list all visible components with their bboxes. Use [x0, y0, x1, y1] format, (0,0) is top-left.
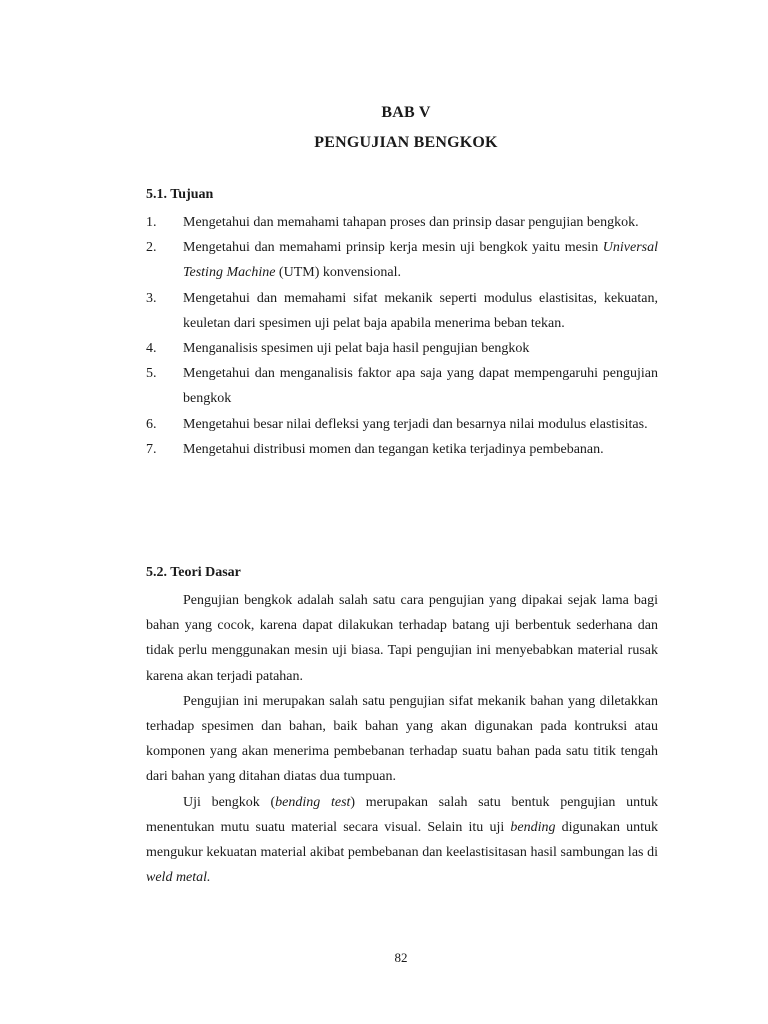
italic-term: bending test	[275, 794, 351, 810]
list-item-number: 4.	[146, 341, 157, 357]
text-segment: ) merupakan salah satu bentuk pengujian untuk menentukan mutu suatu material secara visual. Selain itu uji	[146, 794, 659, 835]
text-segment: (UTM) konvensional.	[275, 265, 402, 281]
paragraph	[146, 790, 658, 891]
list-item	[146, 210, 658, 235]
italic-term: Universal Testing Machine	[183, 240, 658, 281]
list-item-number: 2.	[146, 240, 157, 256]
list-item-text: Mengetahui distribusi momen dan tegangan ketika terjadinya pembebanan.	[183, 441, 604, 457]
section-heading-teori-dasar: 5.2. Teori Dasar	[146, 565, 241, 580]
list-item-number: 3.	[146, 290, 157, 306]
list-item-number: 5.	[146, 366, 157, 382]
list-item	[146, 235, 658, 285]
list-item	[146, 361, 658, 411]
section-heading-tujuan: 5.1. Tujuan	[146, 187, 214, 202]
page-number: 82	[394, 950, 408, 965]
list-item	[146, 412, 658, 437]
paragraph: Pengujian ini merupakan salah satu pengujian sifat mekanik bahan yang diletakkan terhadap spesimen dan bahan, baik bahan yang akan digunakan pada kontruksi atau komponen yang akan menerima pembebanan terhadap suatu bahan pada satu titik tengah dari bahan yang ditahan diatas dua tumpuan.	[146, 693, 658, 785]
theory-body	[146, 588, 658, 890]
list-item	[146, 336, 658, 361]
list-item-text: Mengetahui dan menganalisis faktor apa saja yang dapat mempengaruhi pengujian bengkok	[183, 366, 658, 407]
italic-term: weld metal.	[146, 870, 211, 886]
text-segment: digunakan untuk mengukur kekuatan material akibat pembebanan dan keelastisitasan hasil sambungan las di	[146, 819, 658, 861]
list-item-text: Mengetahui dan memahami tahapan proses dan prinsip dasar pengujian bengkok.	[183, 215, 639, 230]
list-item-number: 1.	[146, 215, 157, 230]
list-item-text: Menganalisis spesimen uji pelat baja hasil pengujian bengkok	[183, 341, 530, 357]
chapter-subtitle: PENGUJIAN BENGKOK	[314, 134, 498, 151]
italic-term: bending	[510, 819, 556, 835]
chapter-title: BAB V	[381, 104, 431, 121]
list-item-number: 7.	[146, 441, 157, 457]
list-item-text	[183, 235, 658, 285]
list-item	[146, 437, 658, 462]
objectives-list	[146, 210, 658, 462]
paragraph: Pengujian bengkok adalah salah satu cara pengujian yang dipakai sejak lama bagi bahan yang cocok, karena dapat dilakukan terhadap batang uji berbentuk sederhana dan tidak perlu menggunakan mesin uji biasa. Tapi pengujian ini menyebabkan material rusak karena akan terjadi patahan.	[146, 593, 658, 684]
list-item-number: 6.	[146, 416, 157, 432]
list-item	[146, 286, 658, 336]
text-segment: Uji bengkok (	[183, 794, 276, 810]
list-item-text: Mengetahui dan memahami sifat mekanik seperti modulus elastisitas, kekuatan, keuletan dari spesimen uji pelat baja apabila menerima beban tekan.	[183, 290, 658, 331]
text-segment: Mengetahui dan memahami prinsip kerja mesin uji bengkok yaitu mesin	[183, 240, 603, 256]
list-item-text: Mengetahui besar nilai defleksi yang terjadi dan besarnya nilai modulus elastisitas.	[183, 416, 648, 432]
